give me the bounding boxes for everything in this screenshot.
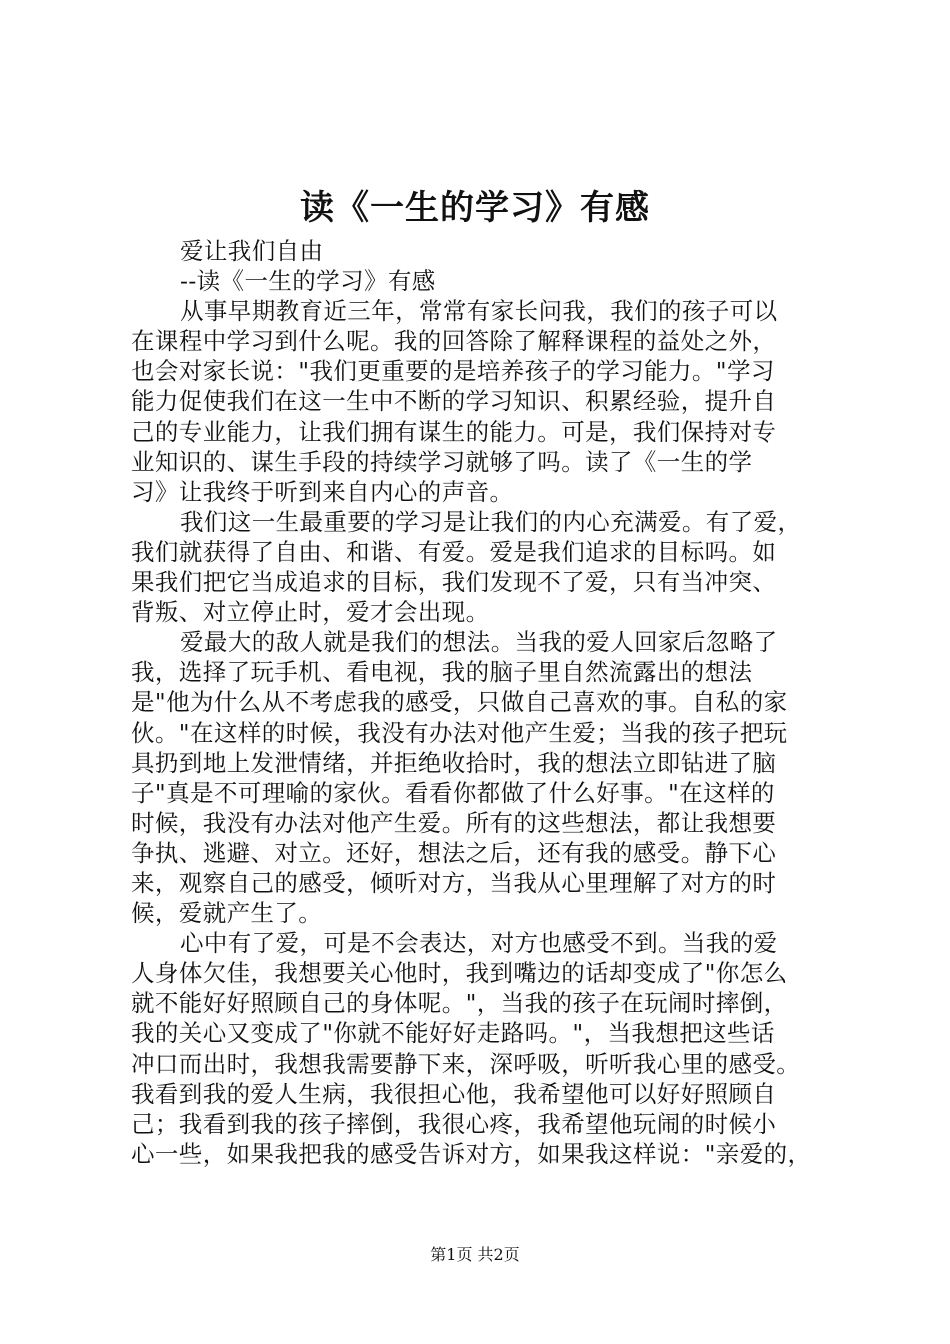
text-line: 来，观察自己的感受，倾听对方，当我从心里理解了对方的时: [131, 868, 777, 897]
text-line: 我的关心又变成了"你就不能好好走路吗。"，当我想把这些话: [131, 1019, 775, 1048]
text-line: 果我们把它当成追求的目标，我们发现不了爱，只有当冲突、: [131, 568, 777, 597]
text-line: 是"他为什么从不考虑我的感受，只做自己喜欢的事。自私的家: [131, 688, 788, 717]
text-line: 背叛、对立停止时，爱才会出现。: [131, 598, 490, 627]
text-line: 候，爱就产生了。: [131, 899, 323, 928]
text-line: 时候，我没有办法对他产生爱。所有的这些想法，都让我想要: [131, 808, 777, 837]
document-title: 读《一生的学习》有感: [300, 188, 650, 228]
text-line: 就不能好好照顾自己的身体呢。"，当我的孩子在玩闹时摔倒，: [131, 989, 788, 1018]
text-line: 也会对家长说："我们更重要的是培养孩子的学习能力。"学习: [131, 357, 775, 386]
text-line: 业知识的、谋生手段的持续学习就够了吗。读了《一生的学: [131, 447, 753, 476]
text-line: 心中有了爱，可是不会表达，对方也感受不到。当我的爱: [180, 929, 778, 958]
text-line: 伙。"在这样的时候，我没有办法对他产生爱；当我的孩子把玩: [131, 718, 788, 747]
text-line: 我们这一生最重要的学习是让我们的内心充满爱。有了爱，: [180, 507, 802, 536]
text-line: 我看到我的爱人生病，我很担心他，我希望他可以好好照顾自: [131, 1079, 777, 1108]
text-line: 具扔到地上发泄情绪，并拒绝收拾时，我的想法立即钻进了脑: [131, 748, 777, 777]
text-line: 能力促使我们在这一生中不断的学习知识、积累经验，提升自: [131, 387, 777, 416]
text-line: 在课程中学习到什么呢。我的回答除了解释课程的益处之外，: [131, 327, 777, 356]
text-line: 己的专业能力，让我们拥有谋生的能力。可是，我们保持对专: [131, 417, 777, 446]
text-line: 从事早期教育近三年，常常有家长问我，我们的孩子可以: [180, 297, 778, 326]
text-line: 爱让我们自由: [180, 237, 324, 265]
text-line: 习》让我终于听到来自内心的声音。: [131, 477, 514, 506]
text-line: 己；我看到我的孩子摔倒，我很心疼，我希望他玩闹的时候小: [131, 1109, 777, 1138]
text-line: --读《一生的学习》有感: [180, 267, 436, 296]
text-line: 争执、逃避、对立。还好，想法之后，还有我的感受。静下心: [131, 838, 777, 867]
text-line: 子"真是不可理喻的家伙。看看你都做了什么好事。"在这样的: [131, 778, 775, 807]
text-line: 我们就获得了自由、和谐、有爱。爱是我们追求的目标吗。如: [131, 537, 777, 566]
text-line: 我，选择了玩手机、看电视，我的脑子里自然流露出的想法: [131, 658, 753, 687]
page-footer: 第1页 共2页: [430, 1245, 520, 1264]
text-line: 冲口而出时，我想我需要静下来，深呼吸，听听我心里的感受。: [131, 1049, 801, 1078]
text-line: 心一些，如果我把我的感受告诉对方，如果我这样说："亲爱的，: [131, 1139, 812, 1168]
document-body: [131, 236, 843, 1169]
text-line: 人身体欠佳，我想要关心他时，我到嘴边的话却变成了"你怎么: [131, 959, 788, 988]
text-line: 爱最大的敌人就是我们的想法。当我的爱人回家后忽略了: [180, 628, 778, 657]
